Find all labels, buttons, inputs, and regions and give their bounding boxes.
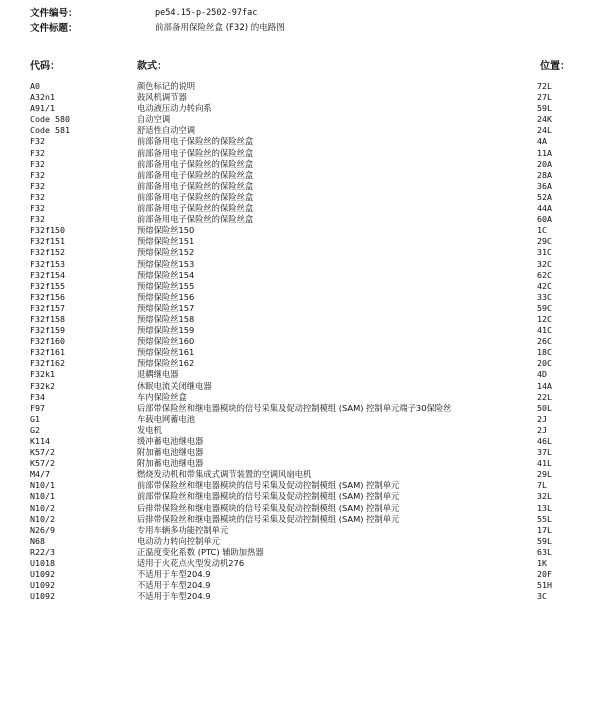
row-position: 18C <box>537 347 552 358</box>
table-row <box>30 381 570 392</box>
row-position: 12C <box>537 313 552 324</box>
row-code: F32f154 <box>30 269 65 280</box>
row-name: 预熔保险丝150 <box>137 225 195 236</box>
row-position: 51H <box>537 580 552 591</box>
row-code: F32k1 <box>30 369 55 380</box>
table-row <box>30 336 570 347</box>
doc-number-label: 文件编号： <box>30 8 78 19</box>
table-row <box>30 136 570 147</box>
row-position: 3C <box>537 591 547 602</box>
row-name: 适用于火花点火型发动机276 <box>137 558 245 569</box>
row-name: 不适用于车型204.9 <box>137 569 211 580</box>
row-code: Code 580 <box>30 114 70 125</box>
row-position: 26C <box>537 336 552 347</box>
row-name: 电动液压动力转向系 <box>137 103 212 114</box>
header-name: 款式： <box>137 61 167 72</box>
table-row <box>30 170 570 181</box>
row-name: 发电机 <box>137 424 162 435</box>
row-position: 24L <box>537 125 552 136</box>
table-row <box>30 514 570 525</box>
table-row <box>30 491 570 502</box>
table-row <box>30 369 570 380</box>
table-row <box>30 525 570 536</box>
row-position: 1C <box>537 225 547 236</box>
table-header <box>30 57 570 71</box>
row-name: 车载电网蓄电池 <box>137 413 196 424</box>
row-code: U1092 <box>30 580 55 591</box>
row-name: 预熔保险丝156 <box>137 291 195 302</box>
row-code: A0 <box>30 81 40 91</box>
row-position: 60A <box>537 214 552 225</box>
row-position: 20F <box>537 569 552 580</box>
row-code: N10/2 <box>30 513 55 524</box>
table-row <box>30 314 570 325</box>
row-name: 前部备用电子保险丝的保险丝盒 <box>137 147 254 158</box>
row-code: F32 <box>30 214 45 225</box>
row-code: G1 <box>30 413 40 424</box>
row-name: 自动空调 <box>137 114 171 125</box>
table-row <box>30 403 570 414</box>
row-name: 缓冲蓄电池继电器 <box>137 436 204 446</box>
table-row <box>30 114 570 125</box>
row-code: F97 <box>30 402 45 413</box>
row-name: 后部带保险丝和继电器模块的信号采集及促动控制模组 (SAM) 控制单元端子30保险丝 <box>137 402 452 413</box>
row-position: 52A <box>537 191 552 202</box>
row-position: 41L <box>537 458 552 469</box>
row-name: 预熔保险丝151 <box>137 236 195 247</box>
table-row <box>30 436 570 447</box>
table-row <box>30 247 570 258</box>
row-code: F32f158 <box>30 313 65 324</box>
row-code: F32 <box>30 158 45 169</box>
row-position: 4A <box>537 136 547 147</box>
table-row <box>30 458 570 469</box>
row-name: 休眠电流关闭继电器 <box>137 380 212 391</box>
row-name: 前部备用电子保险丝的保险丝盒 <box>137 180 254 191</box>
row-code: N10/1 <box>30 480 55 491</box>
row-position: 2J <box>537 413 547 424</box>
row-code: F32f161 <box>30 347 65 358</box>
table-row <box>30 270 570 281</box>
row-name: 前部带保险丝和继电器模块的信号采集及促动控制模组 (SAM) 控制单元 <box>137 491 400 502</box>
row-name: 前部备用电子保险丝的保险丝盒 <box>137 214 254 225</box>
row-position: 44A <box>537 203 552 214</box>
header-position: 位置： <box>540 61 570 72</box>
row-code: R22/3 <box>30 546 55 557</box>
row-position: 32L <box>537 491 552 502</box>
row-position: 37L <box>537 447 552 458</box>
row-position: 42C <box>537 280 552 291</box>
row-position: 62C <box>537 269 552 280</box>
table-row <box>30 92 570 103</box>
doc-number-value: pe54.15-p-2502-97fac <box>155 8 258 18</box>
row-name: 后排带保险丝和继电器模块的信号采集及促动控制模组 (SAM) 控制单元 <box>137 502 400 513</box>
row-code: N26/9 <box>30 524 55 535</box>
doc-title-label: 文件标题： <box>30 23 78 34</box>
row-code: F32 <box>30 147 45 158</box>
row-position: 2J <box>537 424 547 435</box>
row-code: F34 <box>30 391 45 402</box>
table-row <box>30 569 570 580</box>
table-row <box>30 292 570 303</box>
table-row <box>30 203 570 214</box>
row-position: 59L <box>537 535 552 546</box>
row-name: 退耦继电器 <box>137 369 179 380</box>
row-code: U1092 <box>30 591 55 602</box>
row-name: 前部备用电子保险丝的保险丝盒 <box>137 203 254 214</box>
row-code: G2 <box>30 424 40 435</box>
row-code: N10/2 <box>30 502 55 513</box>
row-code: F32 <box>30 203 45 214</box>
row-position: 32C <box>537 258 552 269</box>
row-code: F32f155 <box>30 280 65 291</box>
table-row <box>30 425 570 436</box>
row-position: 7L <box>537 480 547 491</box>
row-position: 27L <box>537 92 552 103</box>
row-name: 预熔保险丝152 <box>137 247 195 258</box>
row-name: 燃烧发动机和带集成式调节装置的空调风扇电机 <box>137 469 312 480</box>
row-position: 11A <box>537 147 552 158</box>
row-position: 59C <box>537 302 552 313</box>
row-position: 59L <box>537 103 552 114</box>
row-position: 33C <box>537 291 552 302</box>
row-position: 36A <box>537 180 552 191</box>
row-code: F32f160 <box>30 336 65 347</box>
row-name: 正温度变化系数 (PTC) 辅助加热器 <box>137 546 264 557</box>
table-row <box>30 469 570 480</box>
row-name: 前部备用电子保险丝的保险丝盒 <box>137 158 254 169</box>
table-row <box>30 392 570 403</box>
row-position: 28A <box>537 169 552 180</box>
row-position: 29L <box>537 469 552 480</box>
table-row <box>30 558 570 569</box>
component-table <box>30 81 570 602</box>
table-row <box>30 281 570 292</box>
row-position: 72L <box>537 81 552 91</box>
row-code: K114 <box>30 436 50 446</box>
table-row <box>30 591 570 602</box>
row-name: 前部备用电子保险丝的保险丝盒 <box>137 191 254 202</box>
row-position: 46L <box>537 436 552 446</box>
row-name: 附加蓄电池继电器 <box>137 458 204 469</box>
row-position: 14A <box>537 380 552 391</box>
row-name: 电动动力转向控制单元 <box>137 535 220 546</box>
table-row <box>30 192 570 203</box>
row-position: 29C <box>537 236 552 247</box>
table-row <box>30 447 570 458</box>
doc-title-value: 前部备用保险丝盒 (F32) 的电路图 <box>155 23 285 33</box>
doc-title-row <box>30 21 285 36</box>
row-code: A32n1 <box>30 92 55 103</box>
row-position: 17L <box>537 524 552 535</box>
row-code: F32f157 <box>30 302 65 313</box>
row-name: 不适用于车型204.9 <box>137 580 211 591</box>
table-row <box>30 159 570 170</box>
row-name: 预熔保险丝159 <box>137 325 195 336</box>
row-name: 预熔保险丝162 <box>137 358 195 369</box>
table-row <box>30 181 570 192</box>
table-row <box>30 303 570 314</box>
table-row <box>30 214 570 225</box>
row-name: 不适用于车型204.9 <box>137 591 211 602</box>
row-code: M4/7 <box>30 469 50 480</box>
table-row <box>30 480 570 491</box>
row-name: 预熔保险丝158 <box>137 313 195 324</box>
row-code: F32 <box>30 191 45 202</box>
table-row <box>30 259 570 270</box>
row-code: F32f162 <box>30 358 65 369</box>
row-position: 31C <box>537 247 552 258</box>
row-position: 55L <box>537 513 552 524</box>
table-row <box>30 347 570 358</box>
table-row <box>30 81 570 92</box>
row-code: F32 <box>30 136 45 147</box>
row-name: 预熔保险丝160 <box>137 336 195 347</box>
table-row <box>30 236 570 247</box>
row-code: U1092 <box>30 569 55 580</box>
row-position: 24K <box>537 114 552 125</box>
doc-number-row <box>30 6 285 21</box>
row-code: F32f152 <box>30 247 65 258</box>
row-name: 舒适性自动空调 <box>137 125 196 136</box>
row-name: 专用车辆多功能控制单元 <box>137 524 229 535</box>
row-position: 41C <box>537 325 552 336</box>
row-position: 22L <box>537 391 552 402</box>
row-code: K57/2 <box>30 447 55 458</box>
header-code: 代码： <box>30 61 60 72</box>
row-name: 预熔保险丝154 <box>137 269 195 280</box>
row-code: F32f159 <box>30 325 65 336</box>
row-position: 50L <box>537 402 552 413</box>
document-meta <box>30 6 285 36</box>
table-row <box>30 414 570 425</box>
row-name: 车内保险丝盒 <box>137 391 187 402</box>
row-code: U1018 <box>30 558 55 569</box>
row-name: 预熔保险丝153 <box>137 258 195 269</box>
row-code: F32k2 <box>30 380 55 391</box>
row-code: N68 <box>30 535 45 546</box>
table-row <box>30 547 570 558</box>
table-row <box>30 580 570 591</box>
table-row <box>30 148 570 159</box>
row-position: 1K <box>537 558 547 569</box>
row-name: 前部备用电子保险丝的保险丝盒 <box>137 136 254 147</box>
table-row <box>30 358 570 369</box>
row-name: 鼓风机调节器 <box>137 92 187 103</box>
row-code: F32 <box>30 180 45 191</box>
row-code: F32 <box>30 169 45 180</box>
table-row <box>30 125 570 136</box>
row-code: A91/1 <box>30 103 55 114</box>
row-name: 前部带保险丝和继电器模块的信号采集及促动控制模组 (SAM) 控制单元 <box>137 480 400 491</box>
table-row <box>30 325 570 336</box>
row-name: 预熔保险丝161 <box>137 347 195 358</box>
row-name: 预熔保险丝155 <box>137 280 195 291</box>
row-code: F32f153 <box>30 258 65 269</box>
row-code: F32f150 <box>30 225 65 236</box>
row-position: 20C <box>537 358 552 369</box>
row-name: 后排带保险丝和继电器模块的信号采集及促动控制模组 (SAM) 控制单元 <box>137 513 400 524</box>
row-code: K57/2 <box>30 458 55 469</box>
row-name: 附加蓄电池继电器 <box>137 447 204 458</box>
row-position: 63L <box>537 546 552 557</box>
row-name: 预熔保险丝157 <box>137 302 195 313</box>
row-position: 13L <box>537 502 552 513</box>
table-row <box>30 503 570 514</box>
row-code: Code 581 <box>30 125 70 136</box>
table-row <box>30 225 570 236</box>
row-code: F32f151 <box>30 236 65 247</box>
row-position: 20A <box>537 158 552 169</box>
row-name: 颜色标记的说明 <box>137 81 196 91</box>
table-row <box>30 103 570 114</box>
table-row <box>30 536 570 547</box>
row-position: 4D <box>537 369 547 380</box>
row-code: N10/1 <box>30 491 55 502</box>
row-code: F32f156 <box>30 291 65 302</box>
row-name: 前部备用电子保险丝的保险丝盒 <box>137 169 254 180</box>
